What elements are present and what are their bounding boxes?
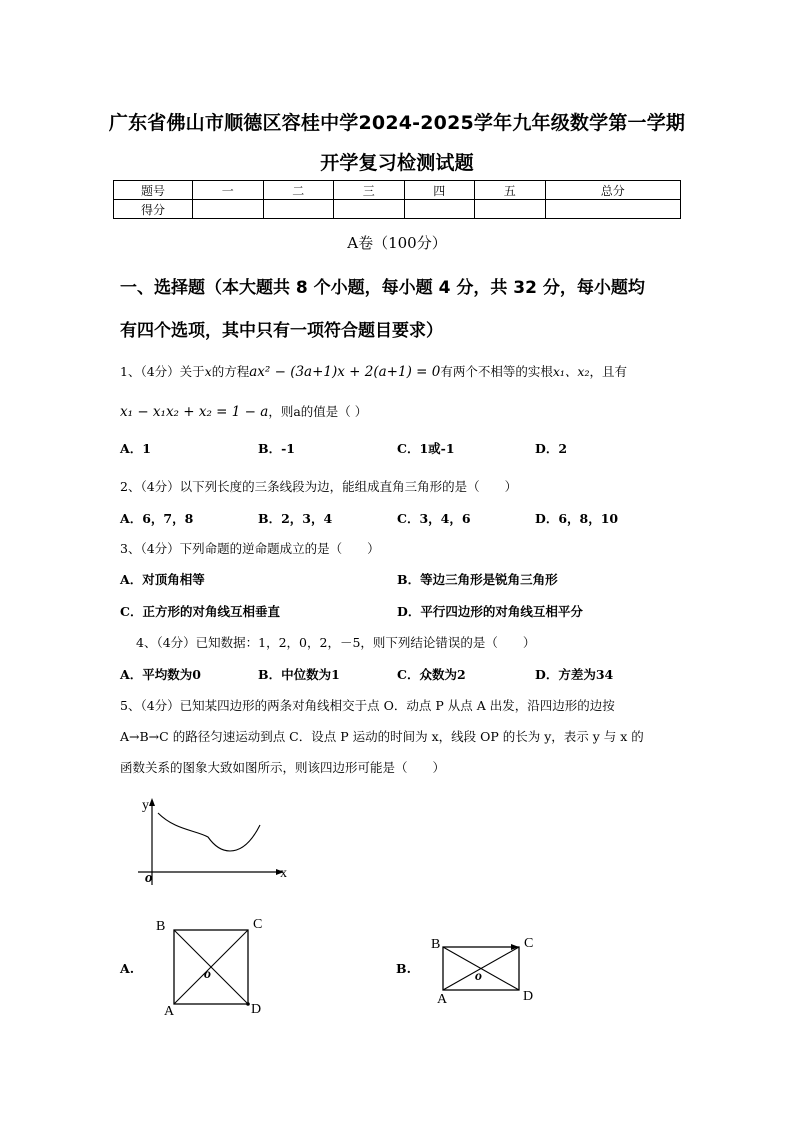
graph-x-label: x — [280, 866, 287, 881]
figure-a-label-a: A — [164, 1004, 175, 1017]
question-1-line1 — [120, 362, 627, 380]
q3-option-b: B．等边三角形是锐角三角形 — [397, 572, 558, 587]
question-5-line3: 函数关系的图象大致如图所示，则该四边形可能是（ ） — [120, 760, 446, 775]
q4-option-a: A．平均数为0 — [120, 667, 201, 682]
score-blank — [193, 200, 264, 219]
q2-option-d: D．6，8，10 — [535, 511, 619, 526]
score-cell-5: 五 — [475, 181, 546, 200]
question-3-text: 3、（4分）下列命题的逆命题成立的是（ ） — [120, 541, 380, 556]
figure-b-label-a: A — [437, 992, 448, 1007]
score-blank — [475, 200, 546, 219]
q1-prefix: 1、（4分）关于 — [120, 364, 205, 379]
q4-option-d: D．方差为34 — [535, 667, 614, 682]
q3-option-c: C．正方形的对角线互相垂直 — [120, 604, 280, 619]
section1-heading-line1: 一、选择题（本大题共 8 个小题，每小题 4 分，共 32 分，每小题均 — [120, 278, 645, 298]
score-blank — [334, 200, 405, 219]
q1-condition: x₁ − x₁x₂ + x₂ = 1 − a — [120, 404, 269, 420]
question-5-line2: A→B→C 的路径匀速运动到点 C．设点 P 运动的时间为 x，线段 OP 的长为 y，表示 y 与 x 的 — [120, 729, 644, 744]
q2-option-b: B．2，3，4 — [258, 511, 333, 526]
title-line-1: 广东省佛山市顺德区容桂中学2024-2025学年九年级数学第一学期 — [108, 112, 686, 134]
q5-figure-a — [150, 912, 275, 1017]
score-table-header-row — [114, 181, 681, 200]
function-graph — [130, 795, 300, 895]
score-blank — [404, 200, 475, 219]
question-5-line1: 5、（4分）已知某四边形的两条对角线相交于点 O．动点 P 从点 A 出发，沿四边形的边按 — [120, 698, 615, 713]
q1-option-b: B．-1 — [258, 441, 295, 456]
q1-option-a: A．1 — [120, 441, 151, 456]
title-line-2: 开学复习检测试题 — [320, 152, 474, 174]
score-table — [113, 180, 681, 219]
score-blank — [263, 200, 334, 219]
part-a-heading: A卷（100分） — [347, 234, 447, 252]
q5-option-a-label: A. — [120, 961, 135, 976]
graph-y-label: y — [142, 798, 149, 813]
q2-option-a: A．6，7，8 — [120, 511, 194, 526]
q1-suffix: 有两个不相等的实根 — [440, 364, 553, 379]
figure-a-point-d — [246, 1002, 250, 1006]
q5-figure-b — [425, 930, 550, 1010]
q5-option-b-label: B. — [396, 961, 411, 976]
score-cell-3: 三 — [334, 181, 405, 200]
score-cell-2: 二 — [263, 181, 334, 200]
graph-curve — [158, 813, 260, 851]
q2-option-c: C．3，4，6 — [397, 511, 471, 526]
figure-b-label-d: D — [523, 989, 534, 1004]
figure-a-label-o: o — [204, 967, 211, 982]
score-cell-label: 题号 — [114, 181, 193, 200]
graph-y-arrow-icon — [149, 798, 155, 806]
q4-option-c: C．众数为2 — [397, 667, 466, 682]
figure-b-label-b: B — [431, 937, 441, 952]
q1-mid: 的方程 — [211, 364, 250, 379]
score-table-score-row — [114, 200, 681, 219]
question-1-line2 — [120, 402, 367, 420]
graph-origin-label: o — [145, 870, 153, 886]
q1-equation: ax² − (3a+1)x + 2(a+1) = 0 — [249, 364, 441, 380]
q1-ask: ，则a的值是（ ） — [268, 404, 368, 419]
section1-heading-line2: 有四个选项，其中只有一项符合题目要求） — [120, 321, 443, 341]
figure-b-label-c: C — [524, 936, 534, 951]
q1-option-d: D．2 — [535, 441, 568, 456]
q4-option-b: B．中位数为1 — [258, 667, 340, 682]
figure-b-label-o: o — [475, 969, 482, 984]
score-blank — [545, 200, 681, 219]
q1-roots: x₁、x₂ — [552, 364, 590, 379]
score-cell-4: 四 — [404, 181, 475, 200]
question-2-text: 2、（4分）以下列长度的三条线段为边，能组成直角三角形的是（ ） — [120, 479, 518, 494]
figure-a-label-d: D — [251, 1002, 262, 1017]
q3-option-a: A．对顶角相等 — [120, 572, 205, 587]
figure-a-label-c: C — [253, 917, 263, 932]
q1-option-c: C．1或-1 — [397, 441, 455, 456]
question-4-text: 4、（4分）已知数据：1，2，0，2，－5，则下列结论错误的是（ ） — [136, 635, 536, 650]
score-row-label: 得分 — [114, 200, 193, 219]
score-cell-1: 一 — [193, 181, 264, 200]
figure-a-label-b: B — [156, 919, 166, 934]
q1-tail: ，且有 — [589, 364, 627, 379]
score-cell-total: 总分 — [545, 181, 681, 200]
q1-var-x: x — [204, 364, 212, 379]
q3-option-d: D．平行四边形的对角线互相平分 — [397, 604, 583, 619]
